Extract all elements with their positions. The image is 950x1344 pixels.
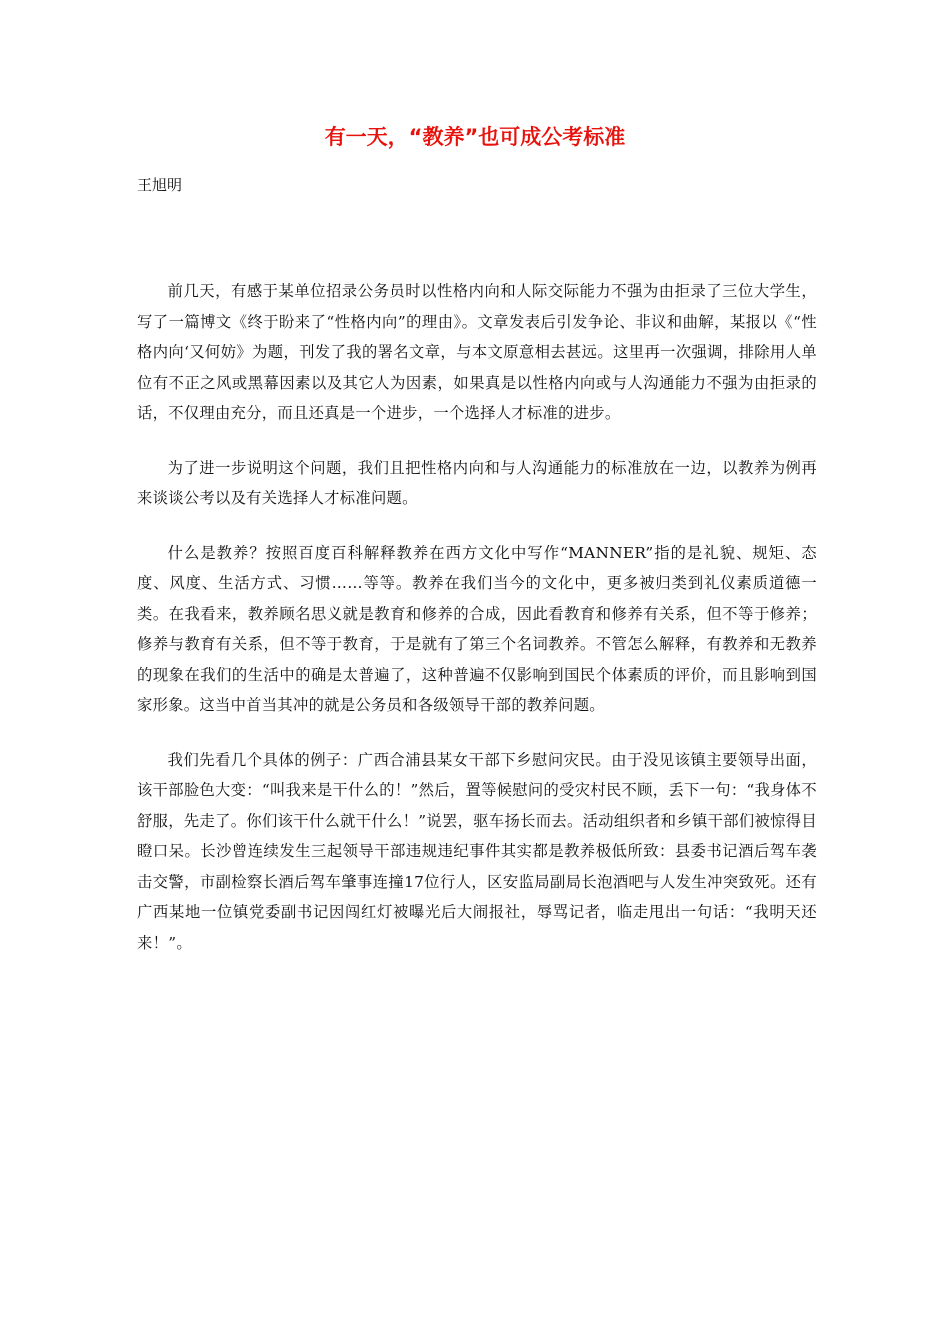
article-title: 有一天，“教养”也可成公考标准	[324, 125, 626, 149]
article-author: 王旭明	[137, 176, 183, 194]
article-body	[137, 276, 817, 982]
paragraph: 前几天，有感于某单位招录公务员时以性格内向和人际交际能力不强为由拒录了三位大学生，写了一篇博文《终于盼来了“性格内向”的理由》。文章发表后引发争论、非议和曲解，某报以《“性格内向‘又何妨》为题，刊发了我的署名文章，与本文原意相去甚远。这里再一次强调，排除用人单位有不正之风或黑幕因素以及其它人为因素，如果真是以性格内向或与人沟通能力不强为由拒录的话，不仅理由充分，而且还真是一个进步，一个选择人才标准的进步。	[137, 282, 817, 422]
paragraph: 为了进一步说明这个问题，我们且把性格内向和与人沟通能力的标准放在一边，以教养为例再来谈谈公考以及有关选择人才标准问题。	[137, 458, 817, 507]
paragraph: 什么是教养？按照百度百科解释教养在西方文化中写作“MANNER”指的是礼貌、规矩、态度、风度、生活方式、习惯……等等。教养在我们当今的文化中，更多被归类到礼仪素质道德一类。在我看来，教养顾名思义就是教育和修养的合成，因此看教育和修养有关系，但不等于修养；修养与教育有关系，但不等于教育，于是就有了第三个名词教养。不管怎么解释，有教养和无教养的现象在我们的生活中的确是太普遍了，这种普遍不仅影响到国民个体素质的评价，而且影响到国家形象。这当中首当其冲的就是公务员和各级领导干部的教养问题。	[137, 543, 817, 714]
paragraph: 我们先看几个具体的例子：广西合浦县某女干部下乡慰问灾民。由于没见该镇主要领导出面，该干部脸色大变：“叫我来是干什么的！”然后，置等候慰问的受灾村民不顾，丢下一句：“我身体不舒服，先走了。你们该干什么就干什么！”说罢，驱车扬长而去。活动组织者和乡镇干部们被惊得目瞪口呆。长沙曾连续发生三起领导干部违规违纪事件其实都是教养极低所致：县委书记酒后驾车袭击交警，市副检察长酒后驾车肇事连撞17位行人，区安监局副局长泡酒吧与人发生冲突致死。还有广西某地一位镇党委副书记因闯红灯被曝光后大闹报社，辱骂记者，临走甩出一句话：“我明天还来！”。	[137, 750, 817, 952]
